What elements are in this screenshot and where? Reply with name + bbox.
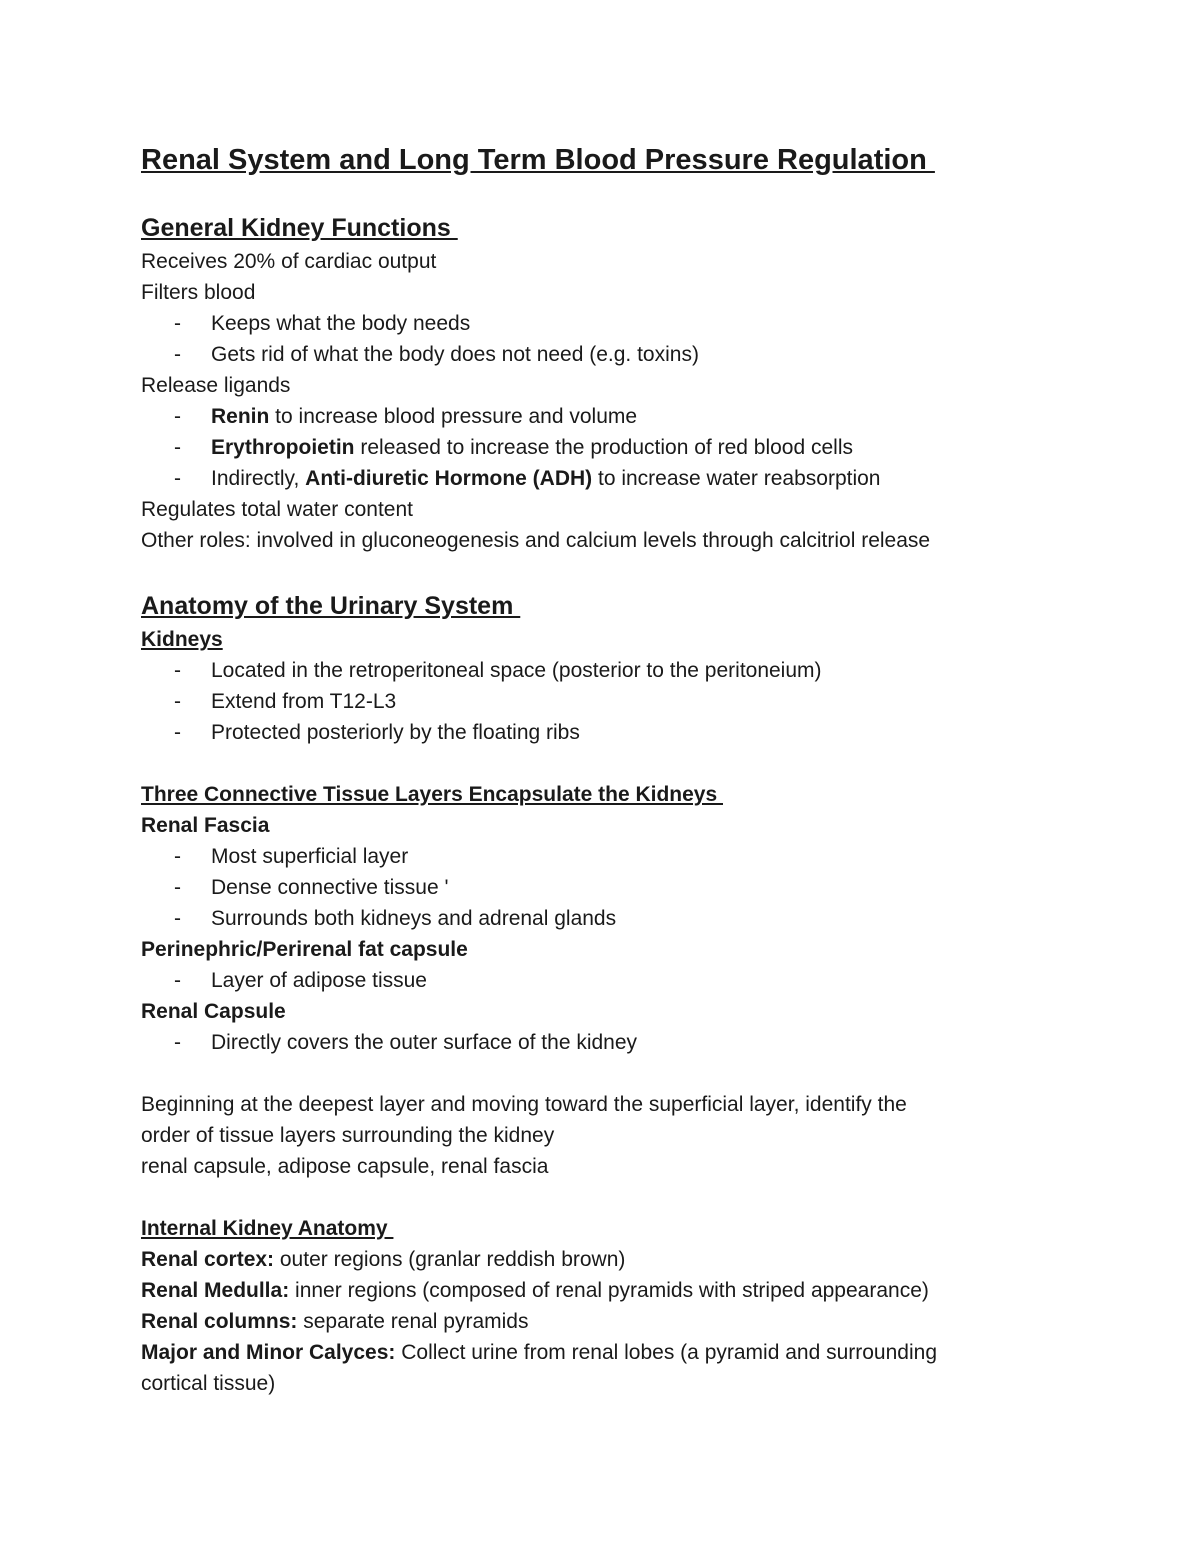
list-item: - Extend from T12-L3 [141,686,1061,717]
list-item: - Layer of adipose tissue [141,965,1061,996]
bullet-dash: - [174,845,181,868]
bullet-dash: - [174,405,181,428]
bullet-dash: - [174,312,181,335]
text-line: Release ligands [141,374,291,397]
section-heading-general-functions: General Kidney Functions [141,214,458,242]
document-page [141,140,1061,1399]
list-item: - Renin to increase blood pressure and volume [141,401,1061,432]
list-item: - Located in the retroperitoneal space (posterior to the peritoneium) [141,655,1061,686]
label-renal-capsule: Renal Capsule [141,1000,286,1023]
text-line: Regulates total water content [141,498,413,521]
list-item: - Directly covers the outer surface of the kidney [141,1027,1061,1058]
question-line-1: Beginning at the deepest layer and moving toward the superficial layer, identify the [141,1093,907,1116]
label-renal-fascia: Renal Fascia [141,814,270,837]
subheading-internal-anatomy: Internal Kidney Anatomy [141,1217,394,1240]
list-item: - Indirectly, Anti-diuretic Hormone (ADH) to increase water reabsorption [141,463,1061,494]
term-adh: Anti-diuretic Hormone (ADH) [305,467,593,490]
list-item: - Protected posteriorly by the floating ribs [141,717,1061,748]
bullet-dash: - [174,690,181,713]
answer-line: renal capsule, adipose capsule, renal fascia [141,1155,549,1178]
bullet-dash: - [174,969,181,992]
term-renin: Renin [211,405,270,428]
definition-renal-medulla: Renal Medulla: inner regions (composed of renal pyramids with striped appearance) [141,1279,929,1302]
subheading-kidneys: Kidneys [141,628,223,651]
text-line: Receives 20% of cardiac output [141,250,437,273]
bullet-dash: - [174,436,181,459]
label-fat-capsule: Perinephric/Perirenal fat capsule [141,938,468,961]
section-heading-anatomy: Anatomy of the Urinary System [141,592,521,620]
definition-renal-cortex: Renal cortex: outer regions (granlar reddish brown) [141,1248,626,1271]
term-erythropoietin: Erythropoietin [211,436,355,459]
definition-calyces: Major and Minor Calyces: Collect urine from renal lobes (a pyramid and surrounding [141,1341,937,1364]
bullet-dash: - [174,659,181,682]
definition-calyces-continued: cortical tissue) [141,1372,276,1395]
bullet-dash: - [174,721,181,744]
bullet-dash: - [174,1031,181,1054]
subheading-tissue-layers: Three Connective Tissue Layers Encapsulate the Kidneys [141,783,723,806]
text-line: Filters blood [141,281,256,304]
list-item: - Gets rid of what the body does not need (e.g. toxins) [141,339,1061,370]
text-line: Other roles: involved in gluconeogenesis and calcium levels through calcitriol release [141,529,931,552]
bullet-dash: - [174,467,181,490]
list-item: - Dense connective tissue ' [141,872,1061,903]
bullet-dash: - [174,876,181,899]
list-item: - Most superficial layer [141,841,1061,872]
bullet-dash: - [174,907,181,930]
list-item: - Erythropoietin released to increase the production of red blood cells [141,432,1061,463]
list-item: - Keeps what the body needs [141,308,1061,339]
page-title: Renal System and Long Term Blood Pressure Regulation [141,144,935,176]
question-line-2: order of tissue layers surrounding the kidney [141,1124,555,1147]
definition-renal-columns: Renal columns: separate renal pyramids [141,1310,529,1333]
list-item: - Surrounds both kidneys and adrenal glands [141,903,1061,934]
bullet-dash: - [174,343,181,366]
